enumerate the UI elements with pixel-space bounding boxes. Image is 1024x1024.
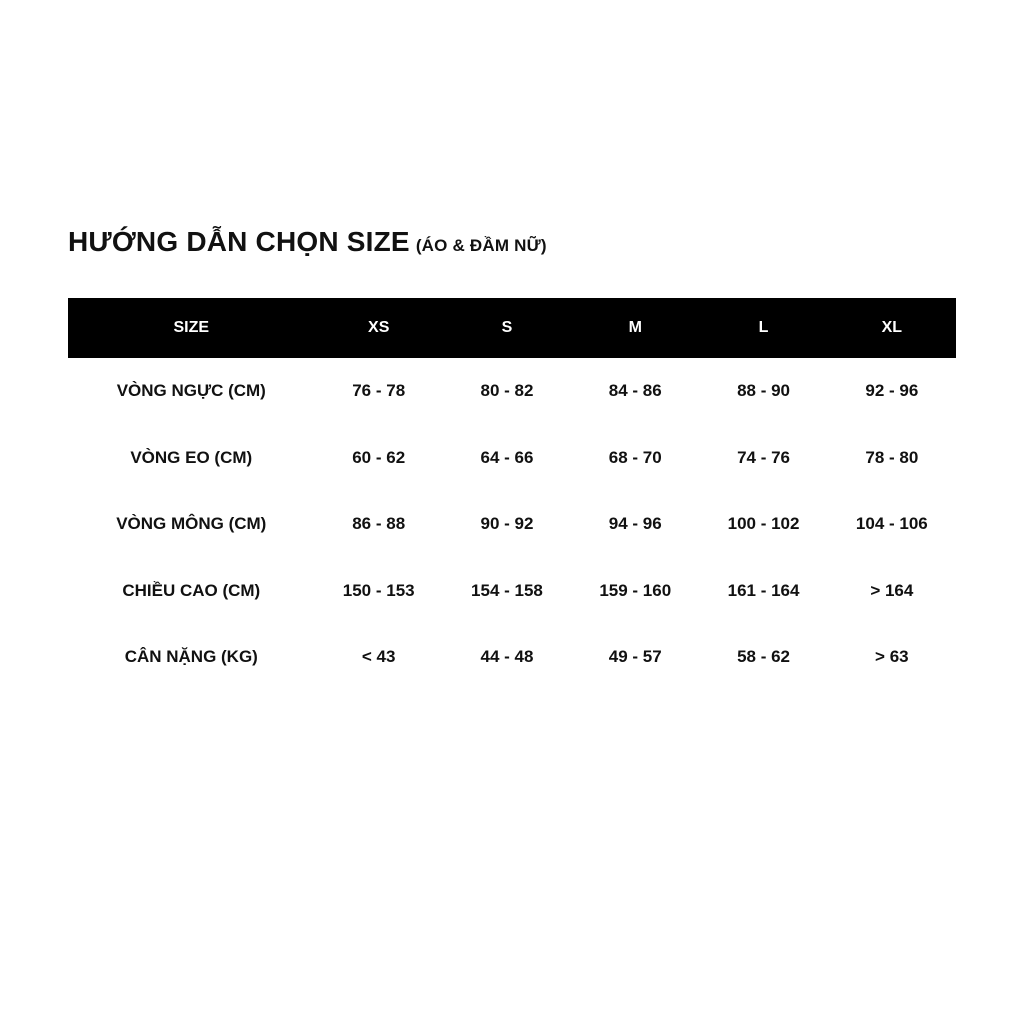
table-row (68, 491, 956, 558)
row-label: CÂN NẶNG (KG) (124, 647, 258, 667)
table-cell: 154 - 158 (471, 580, 543, 600)
table-row (68, 358, 956, 425)
table-row (68, 624, 956, 691)
table-cell: 159 - 160 (599, 580, 672, 600)
header-cell-l: L (758, 319, 769, 336)
table-cell: 64 - 66 (480, 447, 534, 467)
header-cell-xl: XL (881, 319, 903, 336)
table-cell: 94 - 96 (608, 514, 662, 534)
table-header (68, 298, 956, 358)
header-cell-size: SIZE (173, 319, 210, 336)
table-cell: 92 - 96 (865, 381, 919, 401)
table-cell: > 63 (875, 647, 909, 667)
table-cell: 104 - 106 (855, 514, 928, 534)
table-body (68, 358, 956, 691)
header-cell-m: M (628, 319, 642, 336)
table-cell: 100 - 102 (727, 514, 800, 534)
header-cell-s: S (501, 319, 513, 336)
row-label: VÒNG MÔNG (CM) (116, 514, 267, 534)
table-cell: 74 - 76 (737, 447, 790, 467)
page-title (68, 222, 547, 259)
table-cell: 88 - 90 (737, 381, 790, 401)
table-cell: 80 - 82 (480, 381, 534, 401)
table-cell: 150 - 153 (342, 580, 415, 600)
table-cell: 161 - 164 (727, 580, 800, 600)
table-cell: 58 - 62 (737, 647, 790, 667)
table-cell: 78 - 80 (865, 447, 919, 467)
title-main: HƯỚNG DẪN CHỌN SIZE (68, 226, 410, 257)
table-cell: 90 - 92 (480, 514, 534, 534)
table-cell: 84 - 86 (608, 381, 662, 401)
table-cell: 60 - 62 (352, 447, 406, 467)
size-chart-table (68, 298, 956, 691)
table-cell: 49 - 57 (608, 647, 662, 667)
header-row (68, 298, 956, 358)
table-cell: > 164 (870, 580, 914, 600)
table-row (68, 425, 956, 492)
table-cell: 86 - 88 (352, 514, 406, 534)
title-subtitle: (ÁO & ĐẦM NỮ) (415, 236, 547, 255)
table-cell: < 43 (361, 647, 396, 667)
table-cell: 44 - 48 (480, 647, 534, 667)
table-cell: 76 - 78 (352, 381, 406, 401)
row-label: CHIỀU CAO (CM) (122, 580, 261, 600)
table-row (68, 558, 956, 625)
row-label: VÒNG EO (CM) (130, 447, 253, 467)
table-cell: 68 - 70 (608, 447, 662, 467)
row-label: VÒNG NGỰC (CM) (116, 381, 266, 401)
header-cell-xs: XS (368, 319, 390, 336)
